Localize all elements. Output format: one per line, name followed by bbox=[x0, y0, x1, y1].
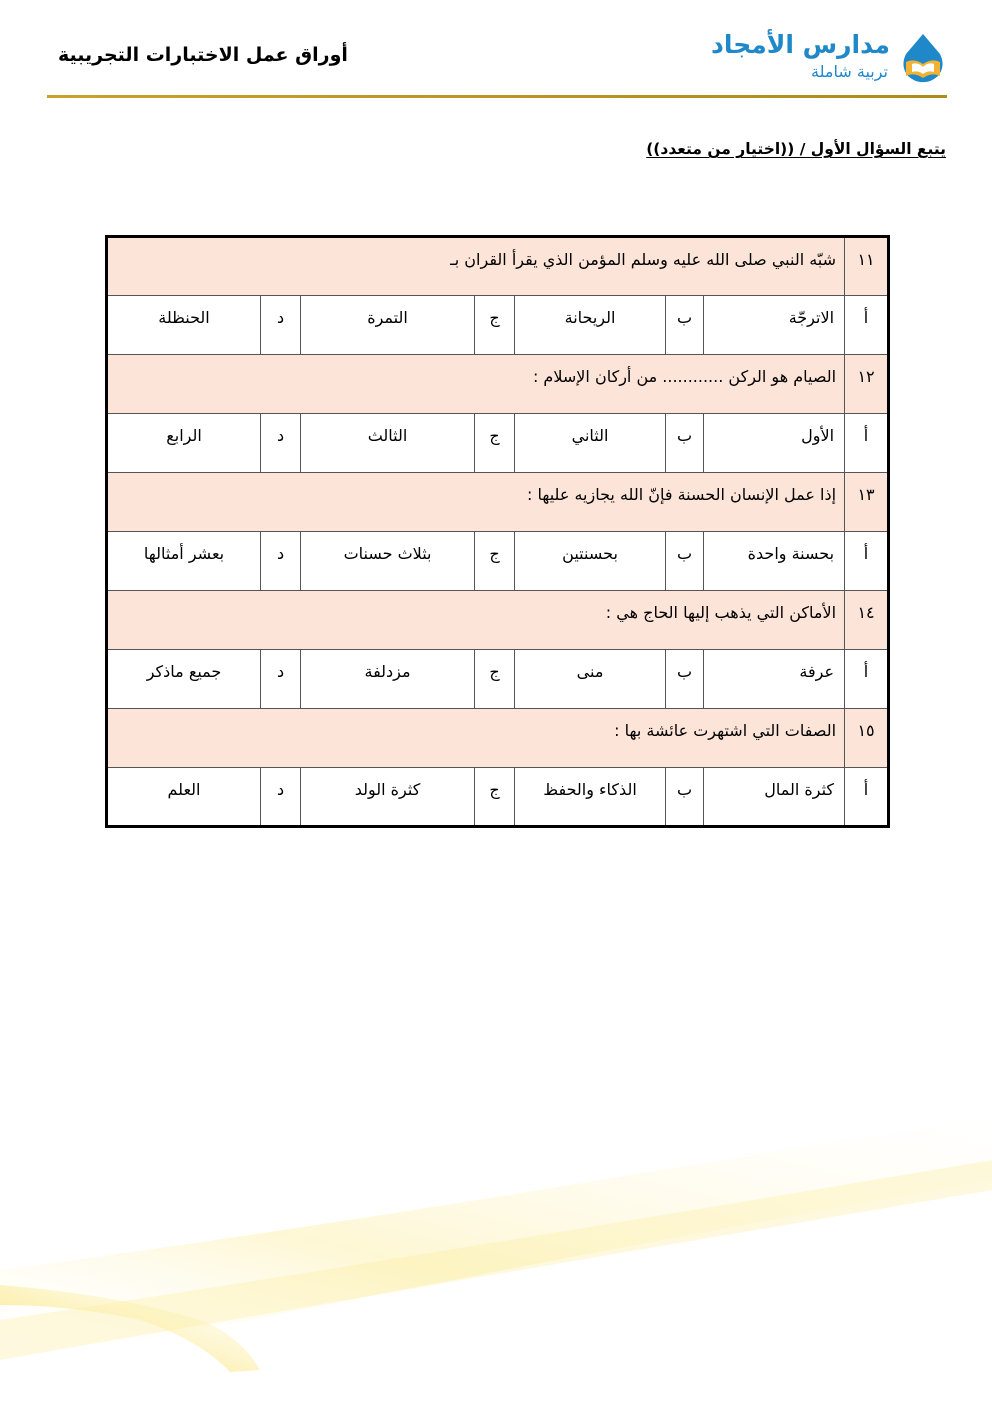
option-letter-c: ج bbox=[475, 768, 515, 827]
options-row bbox=[107, 414, 889, 473]
option-d: العلم bbox=[107, 768, 261, 827]
option-letter-c: ج bbox=[475, 414, 515, 473]
options-row bbox=[107, 768, 889, 827]
header-divider bbox=[47, 95, 947, 98]
option-letter-b: ب bbox=[666, 768, 704, 827]
question-number: ١٣ bbox=[845, 473, 889, 532]
option-b: بحسنتين bbox=[515, 532, 666, 591]
option-letter-a: أ bbox=[845, 296, 889, 355]
question-row bbox=[107, 355, 889, 414]
question-row bbox=[107, 709, 889, 768]
option-b: منى bbox=[515, 650, 666, 709]
option-a: الاترجّة bbox=[704, 296, 845, 355]
question-text: الصفات التي اشتهرت عائشة بها : bbox=[107, 709, 845, 768]
page-header-title: أوراق عمل الاختبارات التجريبية bbox=[58, 44, 348, 66]
option-letter-a: أ bbox=[845, 414, 889, 473]
option-b: الثاني bbox=[515, 414, 666, 473]
question-number: ١٤ bbox=[845, 591, 889, 650]
option-letter-b: ب bbox=[666, 532, 704, 591]
option-d: بعشر أمثالها bbox=[107, 532, 261, 591]
option-a: كثرة المال bbox=[704, 768, 845, 827]
option-a: بحسنة واحدة bbox=[704, 532, 845, 591]
question-number: ١١ bbox=[845, 237, 889, 296]
option-b: الذكاء والحفظ bbox=[515, 768, 666, 827]
option-a: الأول bbox=[704, 414, 845, 473]
background-light-streak bbox=[0, 1120, 992, 1403]
question-text: الصيام هو الركن ............ من أركان الإسلام : bbox=[107, 355, 845, 414]
logo-tagline: تربية شاملة bbox=[811, 62, 888, 81]
option-a: عرفة bbox=[704, 650, 845, 709]
question-number: ١٢ bbox=[845, 355, 889, 414]
option-letter-a: أ bbox=[845, 650, 889, 709]
option-d: الحنظلة bbox=[107, 296, 261, 355]
option-letter-a: أ bbox=[845, 768, 889, 827]
question-row bbox=[107, 473, 889, 532]
option-d: الرابع bbox=[107, 414, 261, 473]
option-letter-d: د bbox=[261, 532, 301, 591]
option-letter-a: أ bbox=[845, 532, 889, 591]
logo-name: مدارس الأمجاد bbox=[711, 30, 890, 59]
mcq-table bbox=[105, 235, 890, 828]
logo-mark-icon bbox=[900, 32, 946, 84]
options-row bbox=[107, 296, 889, 355]
option-letter-d: د bbox=[261, 414, 301, 473]
option-c: الثالث bbox=[301, 414, 475, 473]
option-letter-d: د bbox=[261, 768, 301, 827]
question-row bbox=[107, 591, 889, 650]
option-letter-d: د bbox=[261, 650, 301, 709]
option-c: كثرة الولد bbox=[301, 768, 475, 827]
option-letter-b: ب bbox=[666, 414, 704, 473]
option-letter-c: ج bbox=[475, 650, 515, 709]
option-letter-b: ب bbox=[666, 296, 704, 355]
section-title: يتبع السؤال الأول / ((اختيار من متعدد)) bbox=[646, 140, 946, 158]
option-b: الريحانة bbox=[515, 296, 666, 355]
option-d: جميع ماذكر bbox=[107, 650, 261, 709]
option-c: التمرة bbox=[301, 296, 475, 355]
option-letter-c: ج bbox=[475, 532, 515, 591]
option-letter-b: ب bbox=[666, 650, 704, 709]
question-text: الأماكن التي يذهب إليها الحاج هي : bbox=[107, 591, 845, 650]
options-row bbox=[107, 532, 889, 591]
question-row bbox=[107, 237, 889, 296]
school-logo bbox=[711, 30, 946, 86]
option-letter-c: ج bbox=[475, 296, 515, 355]
options-row bbox=[107, 650, 889, 709]
option-letter-d: د bbox=[261, 296, 301, 355]
option-c: مزدلفة bbox=[301, 650, 475, 709]
question-text: شبّه النبي صلى الله عليه وسلم المؤمن الذي يقرأ القران بـ bbox=[107, 237, 845, 296]
question-number: ١٥ bbox=[845, 709, 889, 768]
question-text: إذا عمل الإنسان الحسنة فإنّ الله يجازيه عليها : bbox=[107, 473, 845, 532]
option-c: بثلاث حسنات bbox=[301, 532, 475, 591]
